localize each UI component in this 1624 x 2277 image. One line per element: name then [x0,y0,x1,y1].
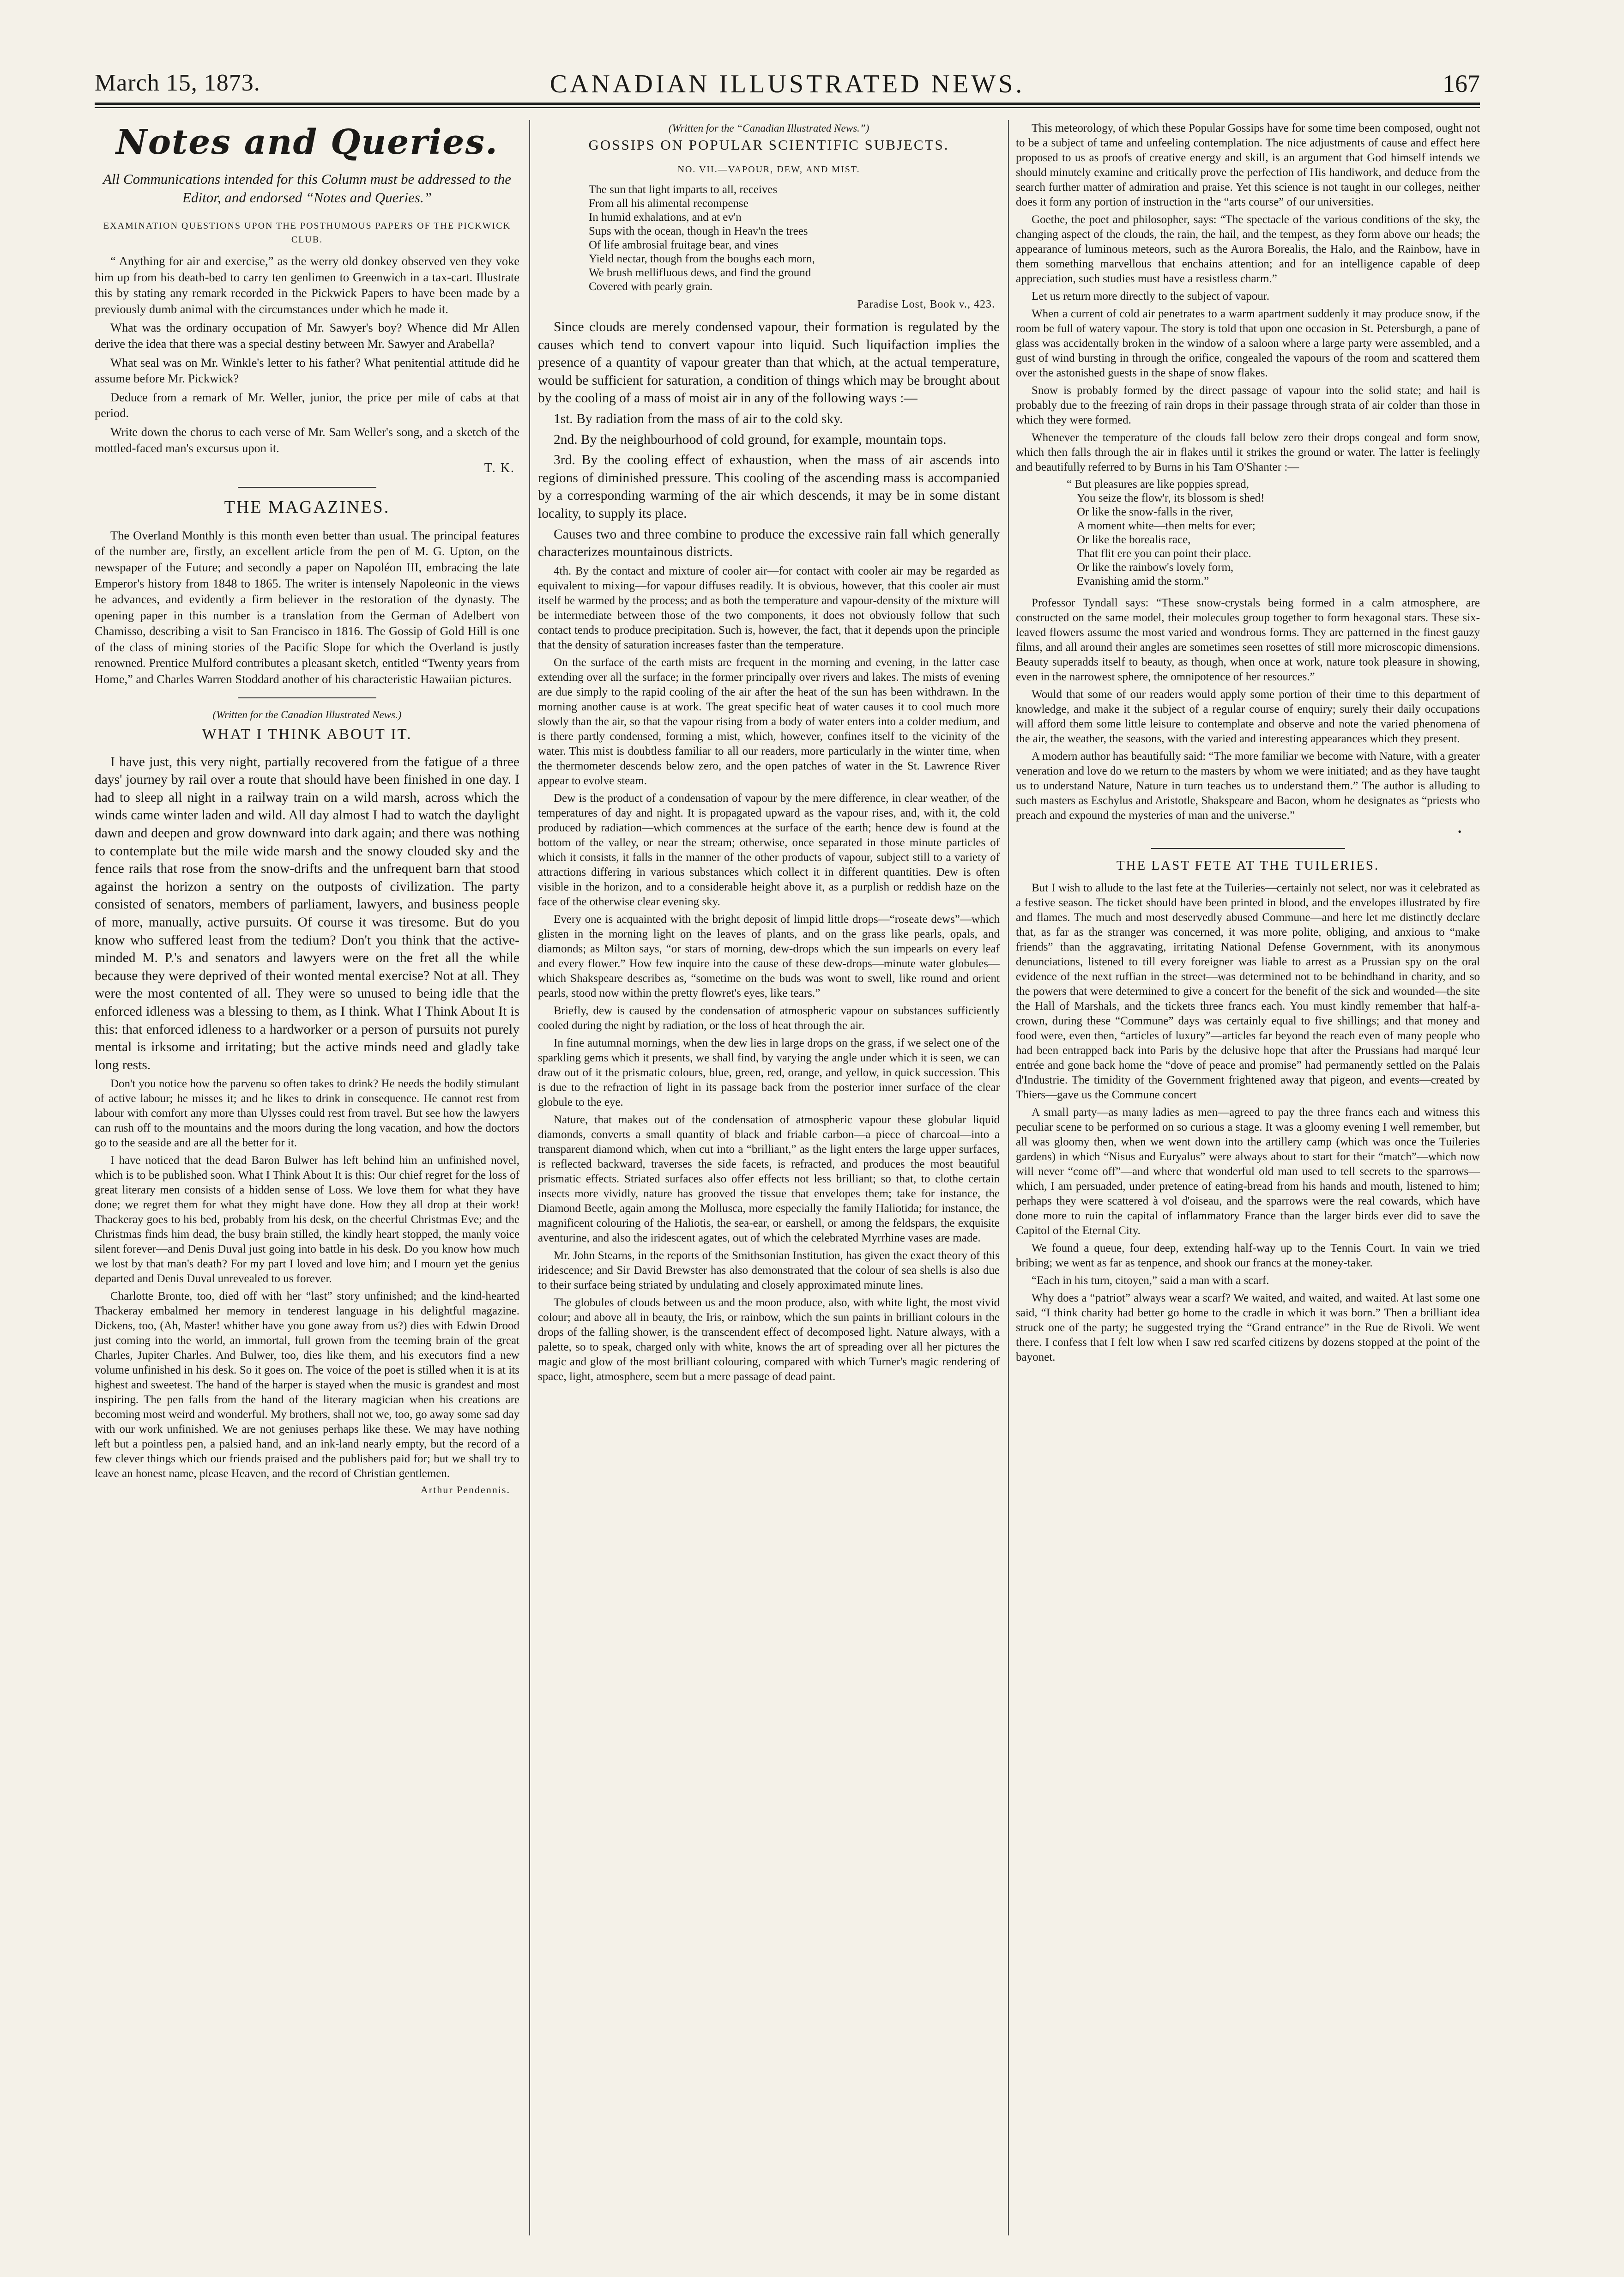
poem-line: Evanishing amid the storm.” [1077,575,1209,587]
column-divider [1008,120,1009,2235]
gossips-paragraph: Goethe, the poet and philosopher, says: “The spectacle of the various conditions of the sky, the changing aspect of the clouds, the rain, the hail, and the tempest, as they form above our heads; the appearance of luminous meteors, such as the Aurora Borealis, the Halo, and the Rainbow, have in them something marvellous that enchains attention; and for an intelligence capable of deep appreciation, such studies must have a resistless charm.” [1016,213,1480,285]
gossips-paragraph: Professor Tyndall says: “These snow-crystals being formed in a calm atmosphere, are constructed on the same model, their molecules group together to form hexagonal stars. These six-leaved flowers assume the most varied and wondrous forms. They are patterned in the finest gauzy films, and all around their angles are sometimes seen rosettes of still more microscopic dimensions. Beauty superadds itself to beauty, as though, when once at work, nature took pleasure in showing, even in the narrowest sphere, the omnipotence of her resources.” [1016,597,1480,683]
gossips-paragraph: 2nd. By the neighbourhood of cold ground, for example, mountain tops. [554,432,947,447]
fete-paragraph: “Each in his turn, citoyen,” said a man with a scarf. [1032,1274,1269,1287]
end-mark: • [1458,826,1461,837]
gossips-paragraph: Snow is probably formed by the direct passage of vapour into the solid state; and hail is probably due to the freezing of rain drops in their passage through strata of air colder than those in which they were formed. [1016,384,1480,426]
fete-paragraph: We found a queue, four deep, extending half-way up to the Tennis Court. In vain we tried bribing; we went as far as tenpence, and shook our francs at the money-taker. [1016,1242,1480,1269]
poem-line: Or like the rainbow's lovely form, [1077,561,1234,574]
gossips-paragraph: Whenever the temperature of the clouds fall below zero their drops congeal and form snow, which then falls through the air in flakes until it strikes the ground or water. The latter is feelingly and beautifully referred to by Burns in his Tam O'Shanter :— [1016,431,1480,473]
gossips-paragraph: Mr. John Stearns, in the reports of the Smithsonian Institution, has given the exact theory of this iridescence; and Sir David Brewster has also demonstrated that the colour of sea shells is also due to their surface being striated by undulating and closely approximated minute lines. [538,1249,1000,1291]
column-3 [1016,121,1480,1368]
notes-signature: T. K. [484,461,515,476]
fete-heading: THE LAST FETE AT THE TUILERIES. [1116,858,1380,873]
gossips-paragraph: 4th. By the contact and mixture of cooler air—for contact with cooler air may be regarded as equivalent to mixing—for vapour diffuses readily. It is obvious, however, that this cooler air must itself be warmed by the process; and as both the temperature and vapour-density of the mixture will be intermediate between those of the two components, it does not obviously follow that such contact tends to produce precipitation. Such is, however, the fact, that it depends upon the principle that the density of saturation increases faster than the temperature. [538,564,1000,651]
think-signature: Arthur Pendennis. [420,1484,510,1496]
gossips-paragraph: Since clouds are merely condensed vapour, their formation is regulated by the causes which tend to convert vapour into liquid. Such liquifaction implies the presence of a quantity of vapour greater than that which, at the actual temperature, would be sufficient for saturation, a condition of things which may be brought about by the cooling of a mass of moist air in any of the following ways :— [538,320,1000,406]
gossips-paragraph: On the surface of the earth mists are frequent in the morning and evening, in the latter case extending over all the surface; in the former principally over rivers and lakes. The mists of evening are due simply to the rapid cooling of the air after the heat of the sun has been withdrawn. In the morning another cause is at work. The great specific heat of water causes it to cool much more slowly than the air, so that the vapour rising from a body of water enters into a colder medium, and is there partly condensed, forming a mist, which, however, confines itself to the vicinity of the water. This mist is doubtless familiar to all our readers, more particularly in the winter time, when the thermometer descends below zero, and the open patches of water in the St. Lawrence River appear to evolve steam. [538,656,1000,787]
notes-and-queries-title: Notes and Queries. [116,122,498,162]
poem-line: Covered with pearly grain. [589,280,712,293]
gossips-paragraph: Every one is acquainted with the bright deposit of limpid little drops—“roseate dews”—which glisten in the morning light on the leaves of plants, and on the grass like pearls, opals, and diamonds; as Milton says, “or stars of morning, dew-drops which the sun impearls on every leaf and every flower.” How few inquire into the cause of these dew-drops—minute water globules—which Shakspeare describes as, “sometime on the buds was wont to swell, like round and orient pearls, stood now within the pretty flowret's eyes, like tears.” [538,913,1000,999]
poem-line: Yield nectar, though from the boughs each morn, [589,253,815,265]
gossips-paragraph: In fine autumnal mornings, when the dew lies in large drops on the grass, if we select one of the sparkling gems which it presents, we shall find, by varying the angle under which it is seen, we can draw out of it the prismatic colours, blue, green, red, orange, and yellow, in quick succession. This is due to the refraction of light in its passage back from the posterior inner surface of the clear globule to the eye. [538,1036,1000,1108]
masthead [95,69,1480,103]
gossips-paragraph: Let us return more directly to the subject of vapour. [1032,290,1270,303]
column-divider [529,120,530,2235]
milton-poem [589,183,1000,294]
gossips-paragraph: 1st. By radiation from the mass of air to the cold sky. [554,411,843,426]
think-paragraph: Don't you notice how the parvenu so often takes to drink? He needs the bodily stimulant of active labour; he misses it; and he likes to drink in consequence. He cannot rest from labour with comfort any more than Ulysses could rest from travel. But see how the lawyers can rush off to the mountains and the moors during the long vacation, and how the doctors go to the seaside and are all the better for it. [95,1078,519,1150]
gossips-paragraph: Dew is the product of a condensation of vapour by the mere difference, in clear weather, of the temperatures of day and night. It is propagated upward as the vapour rises, and, with it, the cold produced by radiation—which commences at the surface of the earth; hence dew is found at the bottom of the valley, or near the stream; otherwise, once separated in those minute particles of which it consists, it falls in the manner of the other products of vapour, subject still to a variety of attractions differing in various substances which collect it in different quantities. Dew is often visible in the horizon, and to a considerable height above it, as a purplish or reddish haze on the face of the otherwise clear evening sky. [538,792,1000,908]
masthead-rule [95,103,1480,105]
poem-line: We brush mellifluous dews, and find the ground [589,266,811,279]
magazines-heading: THE MAGAZINES. [224,497,390,517]
gossips-paragraph: When a current of cold air penetrates to a warm apartment suddenly it may produce snow, if the room be full of watery vapour. The story is told that upon one occasion in St. Petersburgh, a pane of glass was accidentally broken in the window of a saloon where a large party were assembled, and a gust of wind bursting in through the orifice, congealed the vapours of the room and scattered them over the astonished guests in the shape of snow flakes. [1016,308,1480,379]
exam-heading: EXAMINATION QUESTIONS UPON THE POSTHUMOUS PAPERS OF THE PICKWICK CLUB. [103,221,511,245]
poem-line: Or like the borealis race, [1077,533,1191,546]
notes-paragraph: What seal was on Mr. Winkle's letter to his father? What penitential attitude did he assume before Mr. Pickwick? [95,355,519,386]
magazines-paragraph: The Overland Monthly is this month even better than usual. The principal features of the number are, firstly, an excellent article from the pen of M. G. Upton, on the newspaper of the Future; and secondly a paper on Napoléon III, embracing the late Emperor's history from 1848 to 1865. The writer is intensely Napoleonic in the views he advances, and evidently a firm believer in the restoration of the dynasty. The opening paper in this number is a translation from the German of Adelbert von Chamisso, describing a visit to San Francisco in 1816. The Gossip of Gold Hill is one of the class of mining stories of the Pacific Slope for which the Overland is justly renowned. Prentice Mulford contributes a pleasant sketch, entitled “Twenty years from Home,” and Charles Warren Stoddard another of his characteristic Hawaiian pictures. [95,528,519,686]
gossips-paragraph: Nature, that makes out of the condensation of atmospheric vapour these globular liquid diamonds, converts a small quantity of black and friable carbon—a piece of charcoal—into a transparent diamond which, when cut into a “brilliant,” as the light enters the large upper surfaces, is reflected backward, traverses the side facets, is refracted, and produces the most beautiful prismatic effects. Striated surfaces also offer effects not less brilliant; so that, to clothe certain insects more vividly, nature has grooved the tissue that envelopes them; take for instance, the Diamond Beetle, again among the Mollusca, more especially the family Haliotida; for instance, the magnificent colouring of the Haliotis, the sea-ear, or earshell, or among the feldspars, the exquisite aventurine, and also the iridescent agates, out of which the celebrated Myrrhine vases are made. [538,1113,1000,1244]
poem-line: In humid exhalations, and at ev'n [589,211,742,224]
poem-line: That flit ere you can point their place. [1077,547,1251,560]
column-1 [95,121,519,1496]
poem-line: “ But pleasures are like poppies spread, [1067,478,1250,491]
gossips-paragraph: 3rd. By the cooling effect of exhaustion, when the mass of air ascends into regions of diminished pressure. This cooling of the ascending mass is accompanied by a corresponding warming of the air which descends, it may be in some distant locality, to supply its place. [538,453,1000,521]
notes-paragraph: Deduce from a remark of Mr. Weller, junior, the price per mile of cabs at that period. [95,390,519,420]
gossips-written-for: (Written for the “Canadian Illustrated News.”) [668,122,869,134]
notes-intro: All Communications intended for this Column must be addressed to the Editor, and endorsed “Notes and Queries.” [103,171,512,206]
poem-line: From all his alimental recompense [589,197,749,210]
notes-paragraph: “ Anything for air and exercise,” as the werry old donkey observed ven they voke him up from his death-bed to carry ten genlimen to Greenwich in a tax-cart. Illustrate this by stating any remark recorded in the Pickwick Papers to have been made by a previously dumb animal with the circumstances under which he made it. [95,254,519,316]
poem-line: You seize the flow'r, its blossom is shed! [1077,492,1265,504]
poem-citation: Paradise Lost, Book v., 423. [857,298,995,310]
section-divider [238,697,376,698]
notes-body [95,253,519,477]
poem-line: Of life ambrosial fruitage bear, and vines [589,239,779,251]
fete-paragraph: A small party—as many ladies as men—agreed to pay the three francs each and witness this peculiar scene to be performed on so curious a stage. It was a gloomy evening I well remember, but all was gloomy then, when we went down into the artillery camp (which was once the Tuileries gardens) in which “Nisus and Euryalus” were always about to start for their “match”—which now will never “come off”—and where that wonderful old man used to tell secrets to the sparrows—which, I am persuaded, under pretence of eating-bread from his hands and mouth, listened to him; perhaps they were scattered à vol d'oiseau, and the sparrows were the real cowards, which have done more to ruin the capital of inflammatory France than the larger birds ever did to save the Capitol of the Eternal City. [1016,1106,1480,1237]
poem-line: Sups with the ocean, though in Heav'n the trees [589,225,808,237]
gossips-paragraph: Causes two and three combine to produce the excessive rain fall which generally characterizes mountainous districts. [538,527,1000,560]
fete-paragraph: Why does a “patriot” always wear a scarf? We waited, and waited, and waited. At last some one said, “I think charity had better go home to the cradle in which it was born.” Then a brilliant idea struck one of the party; he suggested trying the “Grand entrance” in the Rue de Rivoli. We went there. I confess that I felt low when I saw red scarfed citizens by dozens stopped at the point of the bayonet. [1016,1292,1480,1363]
think-paragraph: Charlotte Bronte, too, died off with her “last” story unfinished; and the kind-hearted Thackeray embalmed her memory in tenderest language in his delightful magazine. Dickens, too, (Ah, Master! whither have you gone away from us?) dies with Edwin Drood just coming into the world, an immortal, full grown from the teeming brain of the great Charles, Jupiter Charles. And Bulwer, too, dies like them, and his executors find a new volume unfinished in his desk. So it goes on. The voice of the poet is stilled when it is at its highest and sweetest. The hand of the harper is stayed when the music is grandest and most inspiring. The pen falls from the hand of the literary magician when his creations are becoming most weird and wonderful. My brothers, shall not we, too, go away some sad day with our work unfinished. We are not geniuses perhaps like these. We may have nothing left but a pointless pen, a palsied hand, and an ink-land nearly empty, but the record of a few clever things which our friends praised and the publishers paid for; but we shall try to leave an honest name, please Heaven, and the record of Christian gentlemen. [95,1290,519,1480]
section-divider [1151,848,1345,849]
issue-date: March 15, 1873. [95,70,260,96]
gossips-paragraph: This meteorology, of which these Popular Gossips have for some time been composed, ought not to be a subject of tame and unfeeling contemplation. The nice adjustments of cause and effect here proposed to us as proofs of creative energy and skill, is an argument that God himself intends we should minutely examine and critically prove the perfection of His handiwork, and deduce from the search further matter of admiration and praise. Yet this science is not taught in our colleges, neither does it form any portion of instruction in the “arts course” of our universities. [1016,122,1480,208]
gossips-paragraph: Would that some of our readers would apply some portion of their time to this department of knowledge, and make it the subject of a regular course of enquiry; surely their daily occupations will afford them some little leisure to contemplate and observe and note the varied phenomena of the air, the weather, the seasons, with the varied and interesting appearances which they present. [1016,688,1480,745]
notes-paragraph: Write down the chorus to each verse of Mr. Sam Weller's song, and a sketch of the mottled-faced man's excursus upon it. [95,424,519,455]
gossips-subheading: NO. VII.—VAPOUR, DEW, AND MIST. [677,164,860,175]
think-paragraph: I have just, this very night, partially recovered from the fatigue of a three days' journey by rail over a route that should have been finished in one day. I had to sleep all night in a railway train on a wild marsh, across which the winds came winter laden and wild. All day almost I had to watch the daylight dawn and deepen and grow downward into dark again; and there was nothing to contemplate but the mile wide marsh and the snowy clouded sky and the fence rails that rose from the snow-drifts and the unfrequent barn that stood against the horizon a sentry on the outposts of civilization. The party consisted of senators, members of parliament, lawyers, and business people of more, manually, active pursuits. Of course it was tiresome. But do you know who suffered least from the tedium? Don't you think that the active-minded M. P.'s and senators and lawyers were on the fret all the while because they were deprived of their wonted mental exercise? Not at all. They were the most contented of all. They were so unused to being idle that the enforced idleness was a blessing to them, as I think. What I Think About It is this: that enforced idleness to a hardworker or a person of pursuits not purely mental is irksome and irritating; but the active minds need and gladly take long rests. [95,754,519,1072]
notes-paragraph: What was the ordinary occupation of Mr. Sawyer's boy? Whence did Mr Allen derive the idea that there was a special destiny between Mr. Sawyer and Arabella? [95,321,519,351]
burns-poem [1067,478,1480,588]
fete-paragraph: But I wish to allude to the last fete at the Tuileries—certainly not select, nor was it celebrated as a festive season. The ticket should have been printed in blood, and the envelopes illustrated by fire and flames. The much and most deservedly abused Commune—and here let me distinctly declare that, as far as the stranger was concerned, it was more polite, obliging, and anxious to “make friends” than the aggravating, irritating National Defense Government, with its anonymous denunciations, listened to till every foreigner was liable to arrest as a Prussian spy on the oral evidence of the next ruffian in the street—was determined not to be behindhand in charity, and so the powers that were determined to give a concert for the benefit of the sick and wounded—the site the Hall of Marshals, and the tickets three francs each. You must kindly remember that half-a-crown, during these “Commune” days was certainly equal to five shillings; and that money and food were, even then, “articles of luxury”—articles far beyond the reach even of many people who had been entrapped back into Paris by the delusive hope that after the Prussians had marqué leur entrée and gone back home the “dove of peace and promise” had permanently settled on the Palais d'Industrie. The timidity of the Government frightened away that pigeon, and events—created by Thiers—gave us the Commune concert [1016,882,1480,1101]
gossips-paragraph: A modern author has beautifully said: “The more familiar we become with Nature, with a greater veneration and love do we return to the masters by whom we were initiated; and as they have taught us to understand Nature, Nature in turn teaches us to understand them.” The author is alluding to such masters as Eschylus and Aristotle, Shakspeare and Bacon, whom he designates as “priests who preach and expound the mysteries of man and the universe.” [1016,750,1480,822]
poem-line: The sun that light imparts to all, receives [589,183,778,196]
poem-line: A moment white—then melts for ever; [1077,520,1256,532]
gossips-heading: GOSSIPS ON POPULAR SCIENTIFIC SUBJECTS. [588,137,949,153]
think-heading: WHAT I THINK ABOUT IT. [202,726,412,743]
think-written-for: (Written for the Canadian Illustrated News.) [212,709,402,721]
newspaper-title: CANADIAN ILLUSTRATED NEWS. [549,70,1025,98]
column-2 [538,121,1000,1387]
masthead-rule-thin [95,107,1480,108]
think-paragraph: I have noticed that the dead Baron Bulwer has left behind him an unfinished novel, which is to be published soon. What I Think About It is this: Our chief regret for the loss of great literary men consists of a hidden sense of Loss. We love them for what they have done; we regret them for what they might have done. How they all drop at their work! Thackeray goes to his bed, probably from his desk, on the cheerful Christmas Eve; and the Christmas finds him dead, the busy brain stilled, the kindly heart stopped, the manly voice silent forever—and Denis Duval just going into battle in his desk. Do you know how much we lost by that man's death? For my part I loved and love him; and I mourn yet the genius departed and Denis Duval unrevealed to us forever. [95,1154,519,1285]
gossips-paragraph: The globules of clouds between us and the moon produce, also, with white light, the most vivid colour; and above all in beauty, the Iris, or rainbow, which the sun paints in brilliant colours in the drops of the falling shower, is the transcendent effect of decomposed light. Nature always, with a palette, so to speak, charged only with white, knows the art of spreading over all her pictures the magic and glow of the most brilliant colouring, compared with which Turner's magic rendering of space, light, atmosphere, seem but a mere passage of dead paint. [538,1296,1000,1383]
section-divider [238,487,376,488]
poem-line: Or like the snow-falls in the river, [1077,506,1233,518]
gossips-paragraph: Briefly, dew is caused by the condensation of atmospheric vapour on substances sufficiently cooled during the night by radiation, or the loss of heat through the air. [538,1004,1000,1032]
page-number: 167 [1443,70,1480,97]
